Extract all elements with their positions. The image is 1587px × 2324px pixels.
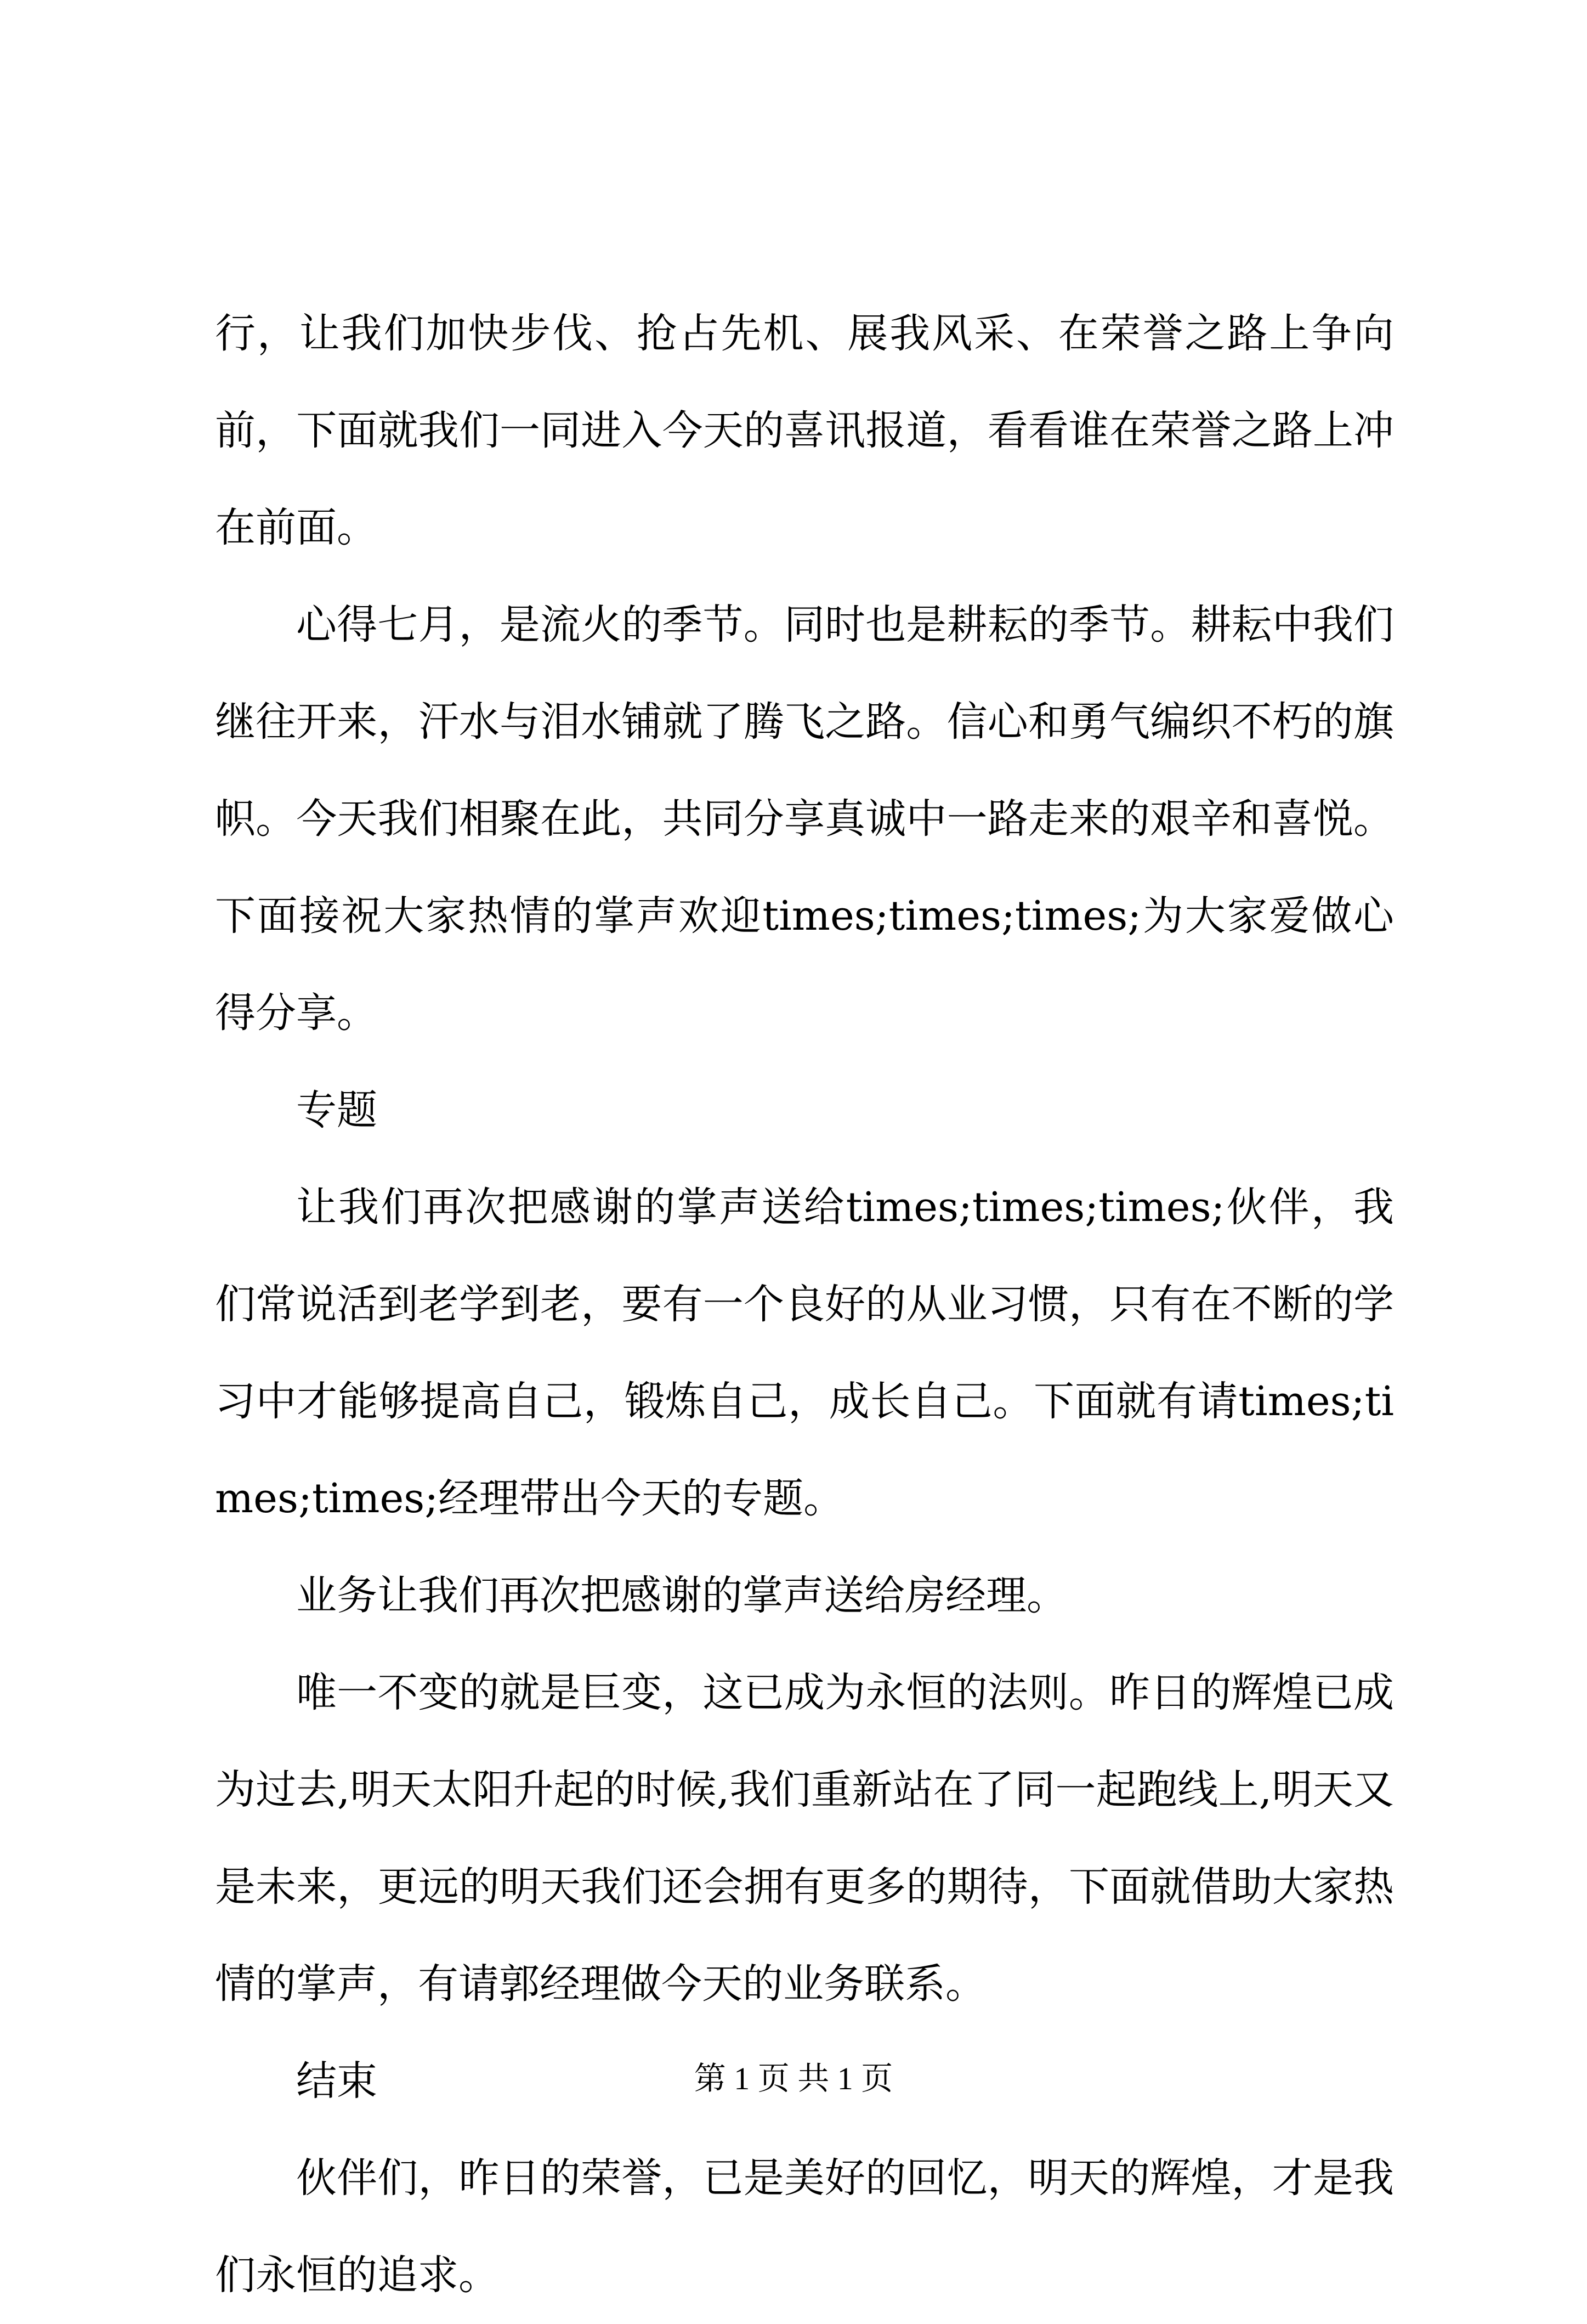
section-heading-end: 结束: [296, 2057, 377, 2105]
section-heading-topic: 专题: [296, 1087, 377, 1134]
page-footer: 第 1 页 共 1 页: [694, 2061, 893, 2096]
paragraph-business-thanks: 业务让我们再次把感谢的掌声送给房经理。: [296, 1572, 1067, 1619]
paragraph-experience-sharing: 心得七月，是流火的季节。同时也是耕耘的季节。耕耘中我们继往开来，汗水与泪水铺就了腾飞之路。信心和勇气编织不朽的旗帜。今天我们相聚在此，共同分享真诚中一路走来的艰辛和喜悦。下面接祝大家热情的掌声欢迎times;times;times;为大家爱做心得分享。: [215, 601, 1394, 1037]
paragraph-topic: 让我们再次把感谢的掌声送给times;times;times;伙伴，我们常说活到老学到老，要有一个良好的从业习惯，只有在不断的学习中才能够提高自己，锻炼自己，成长自己。下面就有请times;times;times;经理带出今天的专题。: [215, 1184, 1394, 1522]
paragraph-intro: 行，让我们加快步伐、抢占先机、展我风采、在荣誉之路上争向前，下面就我们一同进入今天的喜讯报道，看看谁在荣誉之路上冲在前面。: [215, 310, 1394, 551]
paragraph-closing: 伙伴们，昨日的荣誉，已是美好的回忆，明天的辉煌，才是我们永恒的追求。: [215, 2155, 1394, 2299]
document-body: [215, 285, 1394, 2324]
paragraph-business: 唯一不变的就是巨变，这已成为永恒的法则。昨日的辉煌已成为过去,明天太阳升起的时候,我们重新站在了同一起跑线上,明天又是未来，更远的明天我们还会拥有更多的期待，下面就借助大家热情的掌声，有请郭经理做今天的业务联系。: [215, 1669, 1394, 2008]
